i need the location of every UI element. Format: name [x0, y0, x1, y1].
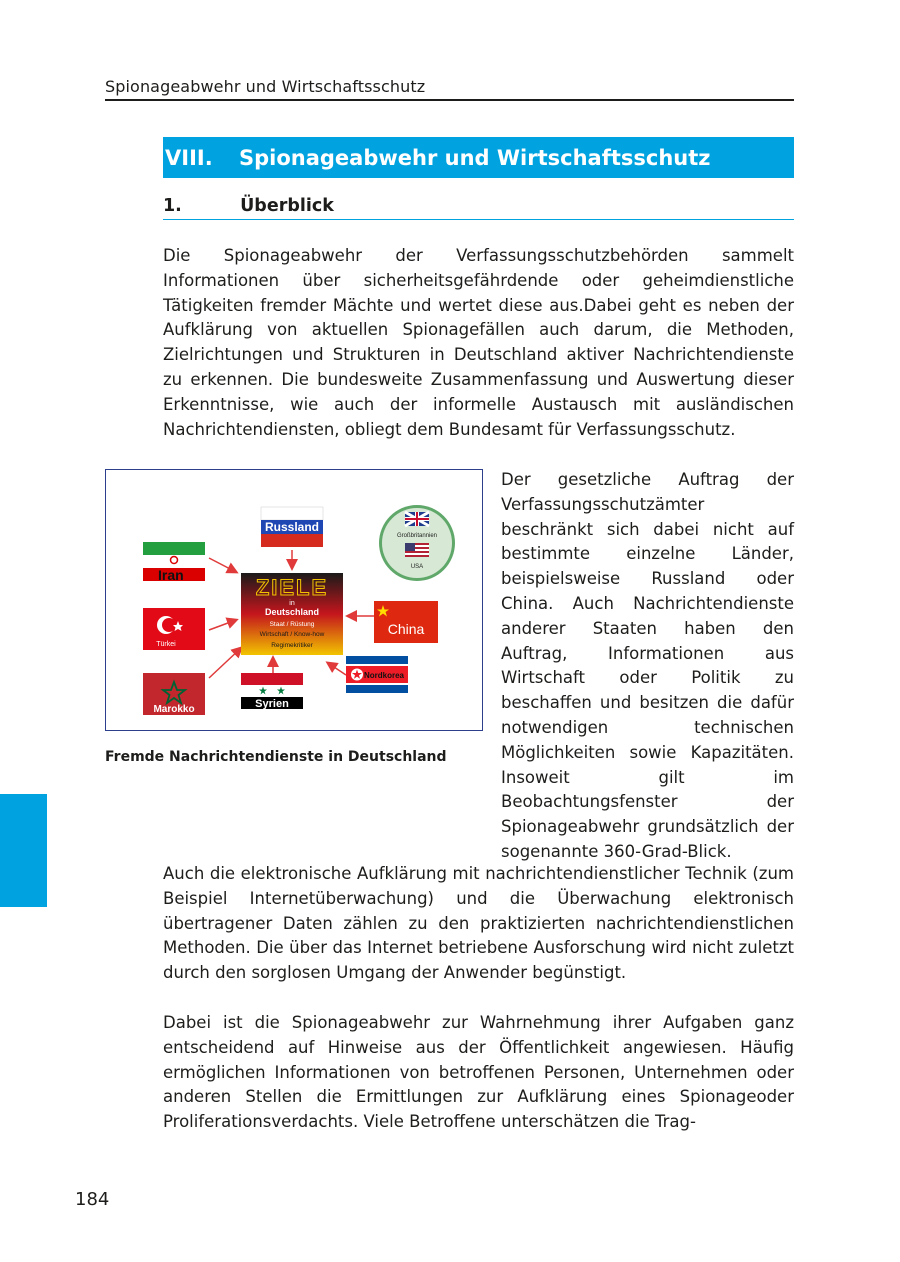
page-number: 184: [75, 1189, 110, 1210]
chapter-title: Spionageabwehr und Wirtschaftsschutz: [239, 145, 711, 170]
label-china: China: [387, 621, 425, 637]
label-iran: Iran: [158, 567, 184, 583]
paragraph-intro: Die Spionageabwehr der Verfassungsschutzbehörden sammelt Informationen über sicherheitsgefährdende oder geheimdienstliche Tätigkeiten fremder Mächte und wertet diese aus.Dabei geht es neben der Aufklärung von aktuellen Spionagefällen auch darum, die Methoden, Zielrichtungen und Strukturen in Deutschland aktiver Nachrichtendienste zu erkennen. Die bundesweite Zusammenfassung und Auswertung dieser Erkenntnisse, wie auch der informelle Austausch mit ausländischen Nachrichtendiensten, obliegt dem Bundesamt für Verfassungsschutz.: [163, 246, 794, 439]
ziele-line4: Wirtschaft / Know-how: [259, 631, 325, 638]
paragraph-hints: Dabei ist die Spionageabwehr zur Wahrnehmung ihrer Aufgaben ganz entscheidend auf Hinweise aus der Öffentlichkeit angewiesen. Häufig ermöglichen Informationen von betroffenen Personen, Unternehmen oder anderen Stellen die Ermittlungen zur Aufklärung eines Spionageoder Proliferationsverdachts. Viele Betroffene unterschätzen die Trag-: [163, 1013, 794, 1132]
label-usa: USA: [410, 564, 424, 570]
ziele-line3: Staat / Rüstung: [269, 621, 315, 628]
ziele-title: ZIELE: [255, 575, 329, 600]
label-nordkorea: Nordkorea: [363, 671, 405, 680]
section-title: Überblick: [240, 196, 334, 216]
figure-diagram: [106, 470, 482, 730]
flag-russland: [261, 507, 323, 547]
ziele-center-box: [241, 573, 343, 655]
section-number: 1.: [163, 196, 182, 216]
chapter-heading: [163, 137, 794, 178]
figure-foreign-intelligence: [105, 469, 483, 731]
figure-caption: Fremde Nachrichtendienste in Deutschland: [105, 749, 447, 765]
flag-nordkorea: [346, 656, 408, 693]
section-heading: [163, 196, 794, 220]
flag-tuerkei: [143, 608, 205, 650]
chapter-side-tab: [0, 794, 47, 907]
ziele-line2: Deutschland: [264, 607, 320, 617]
flag-china: [374, 601, 438, 643]
label-grossbritannien: Großbritannien: [396, 533, 438, 539]
ziele-line5: Regimekritiker: [271, 642, 313, 649]
label-syrien: Syrien: [255, 698, 289, 710]
header-rule: [105, 99, 794, 101]
paragraph-side: Der gesetzliche Auftrag der Verfassungsschutzämter beschränkt sich dabei nicht auf bestimmte einzelne Länder, beispielsweise Russland oder China. Auch Nachrichtendienste anderer Staaten haben den Auftrag, Informationen aus Wirtschaft oder Politik zu beschaffen und besitzen die dafür notwendigen technischen Möglichkeiten sowie Kapazitäten. Insoweit gilt im Beobachtungsfenster der Spionageabwehr grundsätzlich der sogenannte 360-Grad-Blick.: [501, 470, 794, 861]
flag-iran: [143, 542, 205, 583]
chapter-number: VIII.: [165, 145, 213, 170]
label-tuerkei: Türkei: [156, 641, 176, 648]
flag-syrien: [241, 673, 303, 710]
running-header: Spionageabwehr und Wirtschaftsschutz: [105, 77, 426, 96]
label-russland: Russland: [264, 520, 320, 534]
flag-marokko: [143, 673, 205, 715]
paragraph-electronic: Auch die elektronische Aufklärung mit nachrichtendienstlicher Technik (zum Beispiel Internetüberwachung) und die Überwachung elektronisch übertragener Daten zählen zu den praktizierten nachrichtendienstlichen Methoden. Die über das Internet betriebene Ausforschung wird nicht zuletzt durch den sorglosen Umgang der Anwender begünstigt.: [163, 864, 794, 983]
label-marokko: Marokko: [153, 704, 195, 715]
ziele-line1: in: [289, 600, 295, 607]
uk-usa-circle: [379, 505, 455, 581]
